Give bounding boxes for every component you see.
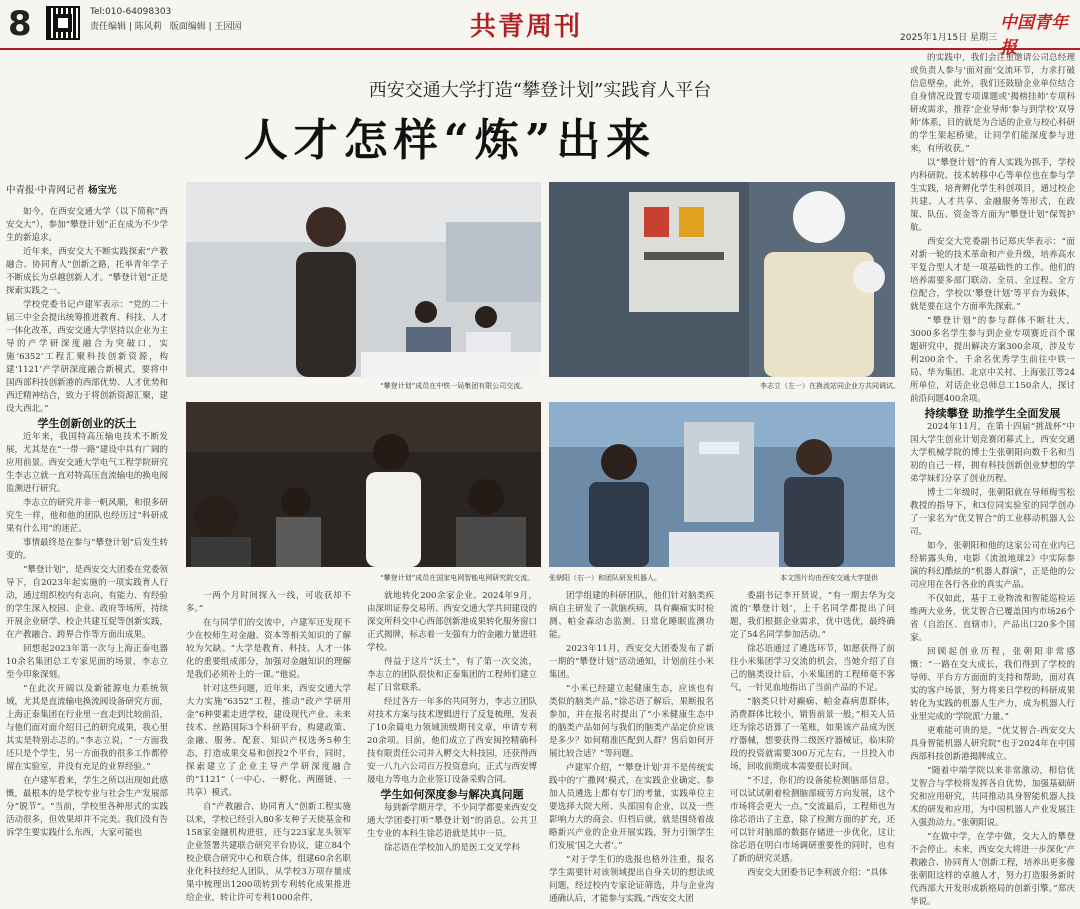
paragraph: 徐芯语在学校加入的是医工交叉学科: [384, 843, 521, 853]
paragraph: 在与同学们的交流中，卢建军还发现不少在校师生对金融、资本等相关知识的了解较为欠缺。“大学是教育、科技、人才一体化的重要组成部分，加强对金融知识的理解是我们必须补上的一课。”他说。: [186, 618, 351, 680]
col4-paragraphs: [549, 590, 714, 906]
paragraph: 回顾起创业历程，张朝阳非常感慨：“一路在交大成长，我们得到了学校的导师、平台方方面面的支持和帮助，面对真实的客户场景，努力将来日学校的科研成果转化为实践的机器人生产力，成为机器人行业里完成的‘学院派’力量。”: [910, 647, 1075, 722]
column-4: [549, 590, 714, 904]
photo-meeting: [186, 402, 541, 567]
subhead-1: 学生创新创业的沃土: [37, 417, 137, 430]
caption-photo-1: “攀登计划”成员在中铁一局集团有限公司交流。: [380, 382, 528, 390]
photo-robot: [549, 402, 895, 567]
paragraph: “攀登计划”的参与群体不断壮大，3000多名学生参与到企业专项赛近百个课题研究中，提出解决方案300余项，涉及专利200余个，千余名优秀学生前往中铁一局、华为集团、北京中关村、上海张江等24所单位，对话企业总师总工150余人，探讨前沿问题400余项。: [910, 316, 1075, 404]
byline-author: 杨宝光: [88, 185, 117, 196]
paragraph: 2024年11月，在第十四届“挑战杯”中国大学生创业计划竞赛闭幕式上，西安交通大学机械学院的博士生张朝阳向数千名和当初的自己一样，拥有科技创新创业梦想的学弟学妹们分享了创业历程。: [910, 422, 1075, 484]
editor-line-2: 版面编辑 | 王园园: [169, 22, 242, 32]
article-kicker: 西安交通大学打造“攀登计划”实践育人平台: [368, 80, 712, 101]
photo-lab: [549, 182, 895, 377]
caption-photo-2: 李志立（左一）在换流站同企业方共同调试。: [760, 382, 900, 390]
col5-paragraphs: [730, 590, 895, 880]
photo-classroom-graphic: [186, 182, 541, 377]
editor-line-1: 责任编辑 | 陈风莉: [90, 22, 162, 32]
caption-photo-3: “攀登计划”成员在国家电网智能电网研究院交流。: [380, 574, 535, 582]
photo-credit: 本文图片均由西安交通大学提供: [780, 574, 878, 582]
photo-meeting-graphic: [186, 402, 541, 567]
section-title: 共青周刊: [470, 12, 583, 42]
col6b-paragraphs: [910, 421, 1075, 909]
paragraph: 委副书记李开贤说，“有一期去华为交流的‘攀登计划’，上千名同学都提出了问题，我们根据企业需求，优中选优，最终确定了54名同学参加活动。”: [730, 591, 895, 640]
paragraph: 不仅如此，基于工业物流和智能巡检运维两大业务，优艾智合已覆盖国内市场26个省（自治区、直辖市），产品出口20多个国家。: [910, 594, 1075, 643]
column-2: [186, 590, 351, 903]
paragraph: “攀登计划”，是西安交大团委在党委领导下，自2023年起实施的一项实践育人行动，通过组织校内有志向、有能力、有经验的学生深入校园、企业、政府等场所，持续开展企业研学、校企共建互促等创新实践，在产教融合、跨界合作等方面出成果。: [6, 565, 168, 640]
col3b-paragraphs: [367, 802, 537, 855]
paragraph: “脑类只针对癫痫、帕金森病患群体，消费群体比较小，销售前景一般，”相关人员还为徐芯语算了一笔账，如果该产品成为医疗器械，想要获得二级医疗器械证，临床阶段的投资就需要300万元左右，一旦投入市场，回收前期成本需要很长时间。: [730, 697, 895, 772]
paragraph: 以“攀登计划”的育人实践为抓手，学校内科研院、技术转移中心等单位也在参与学生实践，培育孵化学生科创项目，通过校企共建、人才共享、金融服务等形式，在政策、队伍、资金等方面为“攀登计划”保驾护航。: [910, 158, 1075, 233]
paragraph: 学校党委书记卢建军表示：“党的二十届三中全会提出统筹推进教育、科技、人才一体化改革，西安交通大学坚持以企业为主导的产学研深度融合为突破口，实施‘6352’工程汇聚科技创新资源，构建‘1121’产学研深度融合新模式，要将中国西部科技创新港的西部优势、人才优势和西迁精神结合，致力于将创新资源汇聚，建设大西北。”: [6, 300, 168, 414]
paragraph: 经过各方一年多的共同努力，李志立团队对技术方案与技术逻辑进行了反复梳理，发表了10余篇电力领域顶级期刊文章，申请专利20余项。目前，他们成立了西安闽控精确科技有限责任公司并入孵交大科技园，还获得西安一八九六公司百万投资意向，正式与西安博晟电力等电力企业签订设备采购合同。: [367, 697, 538, 785]
paragraph: 近年来，西安交大不断实践探索“产教融合、协同育人”创新之路，托举青年学子不断成长为卓越创新人才。“攀登计划”正是探索实践之一。: [6, 247, 168, 296]
paragraph: 更难能可贵的是，“优艾智合-西安交大具身智能机器人研究院”也于2024年在中国西部科技创新港揭牌成立。: [910, 726, 1075, 762]
paragraph: 西安交大团委书记李利波介绍：“具体: [747, 868, 888, 878]
page-number: 8: [8, 4, 32, 44]
paragraph: “在做中学，在学中做，交大人的攀登不会停止。未来，西安交大将进一步深化‘产教融合、协同育人’创新工程，培养出更多像张朝阳这样的卓越人才，努力打造服务新时代西部大开发形成新格局的创新引擎。”郑庆华说。: [910, 832, 1075, 907]
col2-paragraphs: [186, 590, 351, 905]
paragraph: 事情最终是在参与“攀登计划”后发生转变的。: [6, 538, 168, 561]
paragraph: 如今，张朝阳和他的这家公司在业内已经崭露头角，电影《流浪地球2》中实际参演的科幻酷炫的“机器人群演”，正是他的公司应用在各行各业的真实产品。: [910, 541, 1075, 590]
paragraph: 博士二年级时，张朝阳就在导师梅雪松教授的指导下，和3位同实验室的同学创办了一家名为“优艾智合”的工业移动机器人公司。: [910, 488, 1075, 537]
paragraph: 2023年11月，西安交大团委发布了新一期的“攀登计划”活动通知，计划前往小米集团。: [549, 644, 714, 680]
paragraph: “对于学生们的选报也格外注重，报名学生需要针对该领域提出自身关切的想法或问题，经过校内专家论证筛选，并与企业沟通确认后，才能参与实践。”西安交大团: [549, 855, 714, 904]
col3-paragraphs: [367, 590, 537, 787]
paragraph: 徐芯语通过了遴选环节，如愿获得了前往小米集团学习交流的机会，当她介绍了自己的脑类设计后，小米集团的工程师毫不客气，一针见血地指出了当前产品的不足。: [730, 644, 895, 693]
paragraph: 的实践中，我们会注重邀请公司总经理或负责人参与‘面对面’交流环节，力求打破信息壁垒，此外，我们还鼓励企业单位结合自身情况设置专项课题或‘揭榜挂帅’专项科研或需求，推荐‘企业导师’参与到学校‘双导师’体系，目的就是为合适的企业与校心科研的学生架起桥梁，让同学们能深度参与进来，有所收获。”: [910, 53, 1075, 154]
paragraph: 西安交大党委副书记郑庆华表示：“面对新一轮的技术革命和产业升级，培养高水平复合型人才是一项基础性的工作。他们的培养需要多部门联动、全员、全过程、全方位配合，学校以‘攀登计划’等平台为载体，就是要在这个方面率先探索。”: [910, 237, 1075, 312]
column-1: [6, 206, 168, 871]
photo-robot-graphic: [549, 402, 895, 567]
paragraph: “小米已经建立起健康生态，应该也有类似的脑类产品，”徐芯语了解后，果断报名参加，并在报名时提出了“小米健康生态中的脑类产品如何与我们的脑类产品定价应该是多少？如何精准匹配到人群？售后如何开展比较合适？”等问题。: [549, 684, 714, 759]
paragraph: “不过，你们的设备能检测脑部信息，可以试试朝着检测脑部疲劳方向发展，这个市场将会更大一点。”交流最后，工程师也为徐芯语出了主意，除了检测方面的扩充，还可以针对脑部的数据存储进一步优化，这让徐芯语在明白市场调研重要性的同时，也有了新的研究灵感。: [730, 776, 895, 864]
caption-photo-4: 张朝阳（右一）和团队研发机器人。: [549, 574, 661, 582]
byline-prefix: 中青报·中青网记者: [6, 185, 86, 196]
paragraph: 在卢建军看来，学生之所以出现如此感慨，最根本的是学校专业与社会生产发展部分“脱节”。“当前，学校里各种形式的实践活动很多，但效果却并不完美。我们没有告诉学生要实践什么东西，大家可能也: [6, 776, 168, 838]
col1b-paragraphs: [6, 431, 168, 840]
col1-paragraphs: [6, 206, 168, 416]
subhead-2: 学生如何深度参与解决真问题: [380, 788, 524, 801]
paragraph: 团学组建的科研团队，他们针对脑类疾病自主研发了一款脑疾病，具有癫痫实时检测、帕金森动态监测、日常化睡眠监测功能。: [549, 591, 714, 640]
photo-lab-graphic: [549, 182, 895, 377]
subhead-3: 持续攀登 助推学生全面发展: [924, 407, 1061, 420]
column-6: [910, 52, 1075, 907]
paragraph: 如今，在西安交通大学（以下简称“西安交大”），参加“攀登计划”正在成为不少学生的新追求。: [6, 207, 168, 243]
paragraph: 李志立的研究并非一帆风顺，和很多研究生一样，他和他的团队也经历过“科研成果有什么用”的迷茫。: [6, 498, 168, 534]
paragraph: 回想起2023年第一次与上海正泰电器10余名集团总工专家见面的场景，李志立至今印象深刻。: [6, 644, 168, 680]
byline: [6, 182, 117, 196]
article-headline: 人才怎样“炼”出来: [243, 115, 657, 166]
paragraph: 就地转化200余家企业。2024年9月，由深圳证券交易所、西安交通大学共同建设的深交所科交中心西部创新港成果转化服务窗口正式揭牌，标志着一支强有力的金融力量进驻学校。: [367, 591, 538, 653]
photo-classroom: [186, 182, 541, 377]
paragraph: 得益于这片“沃土”，有了第一次交流，李志立的团队很快和正泰集团的工程师们建立起了日常联系。: [367, 657, 538, 693]
paragraph: 每到新学期开学，不少同学都要来西安交通大学团委打听“攀登计划”的消息。公共卫生专业的本科生徐芯语就是其中一员。: [367, 803, 538, 839]
column-3: [367, 590, 537, 872]
paragraph: 卢建军介绍，“‘攀登计划’并不是传统实践中的‘广撒网’模式，在实践企业确定、参加人员遴选上都有专门的考量，实践单位主要选择大院大所、头部国有企业，以及一些影响力大的商会、归档后就，就是围绕着战略新兴产业的企业开展实践，努力引领学生们发展‘国之大者’。”: [549, 763, 714, 851]
col6a-paragraphs: [910, 52, 1075, 406]
issue-date: 2025年1月15日 星期三: [900, 33, 997, 43]
paragraph: “随着中端学院以来非常激动，相信优艾智合与学校将发挥各自优势，加强基础研究和应用研究，共同推动具身智能机器人技术的研发和应用，为中国机器人产业发展注入强劲动力。”张朝阳说。: [910, 766, 1075, 828]
column-5: [730, 590, 895, 878]
qr-code-icon[interactable]: [46, 6, 80, 40]
paragraph: “在此次开阔以及新能源电力系统领域，尤其是直流输电换流阀设备研究方面，上海正泰集团在行业里一直走到比较前沿，与他们面对面介绍日己的研究成果，我心里其实是特别忐忑的。”李志立说，“一方面我还只是个学生，另一方面我的很多工作都停留在实验室，并没有充足的业界经验。”: [6, 684, 168, 772]
editor-info: [90, 5, 250, 35]
paragraph: 一两个月时间探入一线，可收获却不多。”: [186, 591, 351, 614]
page-header: [0, 0, 1080, 58]
paragraph: 近年来，我国特高压输电技术不断发展，尤其是在“一带一路”建设中具有广阔的应用前景。西安交通大学电气工程学院研究生李志立就一直对特高压直流输电的换电阀监测进行研究。: [6, 432, 168, 494]
newspaper-logo: 中国青年报: [1000, 13, 1068, 58]
tel-line: Tel:010-64098303: [90, 7, 172, 17]
paragraph: 自“产教融合、协同育人”创新工程实施以来，学校已经引入80多支种子天使基金和158家金融机构进驻，还与223家龙头领军企业签署共建联合研究平台协议，建立84个校企联合研究中心和联合体，组建60余名职业化科技经纪人团队，从学校3万项存量成果中梳理出1200项转到专利转化成果推进给企业，转让许可专利1000余件，: [186, 802, 351, 903]
paragraph: 针对这些问题，近年来，西安交通大学大力实施“6352”工程，推动“政产学研用金”6种要素走进学校，建设现代产业、未来技术、丝路国际3个科研平台，构建政策、金融、服务、配套、知识产权选务5种生态，打造成果交易和创投2个平台，同时，探索建立了企业主导产学研深度融合的“1121”（一中心、一孵化、两圈链、一共享）模式。: [186, 684, 351, 798]
